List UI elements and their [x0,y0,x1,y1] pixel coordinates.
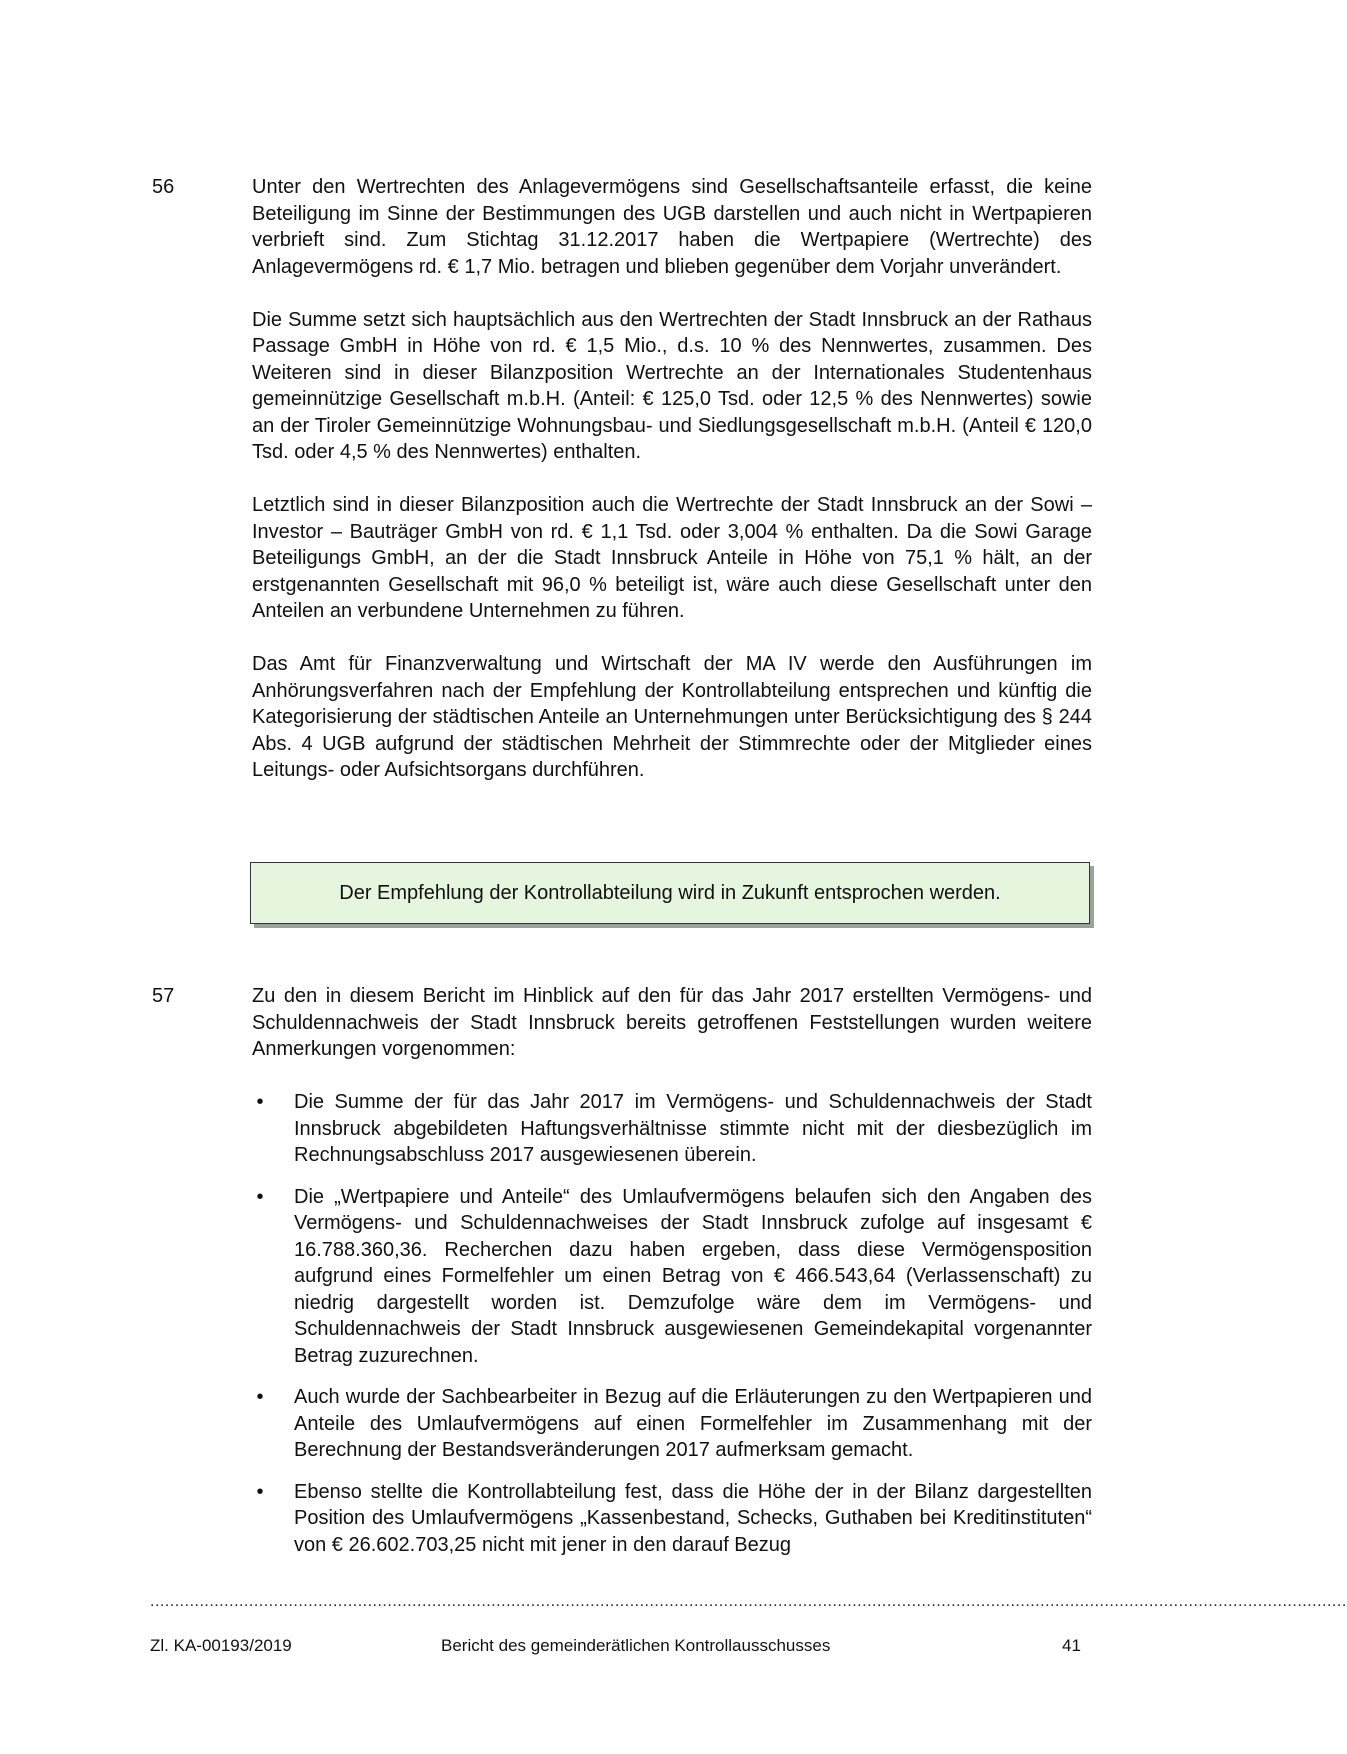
bullet-list [252,1089,1092,1558]
section-number-56: 56 [152,176,175,198]
list-item-text: Ebenso stellte die Kontrollabteilung fest, dass die Höhe der in der Bilanz dargestellten Position des Umlaufvermögens „Kassenbestand, Schecks, Guthaben bei Kreditinstituten“ von € 26.602.703,25 nicht mit jener in den darauf Bezug [294,1480,1092,1556]
footer-title: Bericht des gemeinderätlichen Kontrollausschusses [441,1636,831,1655]
bullet-icon: • [256,1091,264,1113]
paragraph: Unter den Wertrechten des Anlagevermögens sind Gesellschaftsanteile erfasst, die keine Beteiligung im Sinne der Bestimmungen des UGB darstellen und auch nicht in Wertpapieren verbrieft sind. Zum Stichtag 31.12.2017 haben die Wertpapiere (Wertrechte) des Anlagevermögens rd. € 1,7 Mio. betragen und blieben gegenüber dem Vorjahr unverändert. [252,176,1092,278]
list-item [252,1479,1092,1559]
footer-reference: Zl. KA-00193/2019 [150,1636,292,1655]
list-item-text: Auch wurde der Sachbearbeiter in Bezug auf die Erläuterungen zu den Wertpapieren und Anteile des Umlaufvermögens auf einen Formelfehler im Zusammenhang mit der Berechnung der Bestandsveränderungen 2017 aufmerksam gemacht. [294,1386,1092,1461]
section-57-intro [252,983,1092,1063]
bullet-icon: • [256,1480,264,1503]
list-item [252,1384,1092,1464]
list-item-text: Die „Wertpapiere und Anteile“ des Umlaufvermögens belaufen sich den Angaben des Vermögens- und Schuldennachweises der Stadt Innsbruck zufolge auf insgesamt € 16.788.360,36. Recherchen dazu haben ergeben, dass diese Vermögensposition aufgrund eines Formelfehler um einen Betrag von € 466.543,64 (Verlassenschaft) zu niedrig dargestellt worden ist. Demzufolge wäre dem im Vermögens- und Schuldennachweis der Stadt Innsbruck ausgewiesenen Gemeindekapital vorgenannter Betrag zuzurechnen. [294,1185,1092,1367]
list-item-text: Die Summe der für das Jahr 2017 im Vermögens- und Schuldennachweis der Stadt Innsbruck abgebildeten Haftungsverhältnisse stimmte nicht mit der diesbezüglich im Rechnungsabschluss 2017 ausgewiesenen überein. [294,1091,1092,1166]
section-number-57: 57 [152,985,175,1007]
paragraph: Die Summe setzt sich hauptsächlich aus den Wertrechten der Stadt Innsbruck an der Rathaus Passage GmbH in Höhe von rd. € 1,5 Mio., d.s. 10 % des Nennwertes, zusammen. Des Weiteren sind in dieser Bilanzposition Wertrechte an der Internationales Studentenhaus gemeinnützige Gesellschaft m.b.H. (Anteil: € 125,0 Tsd. oder 12,5 % des Nennwertes) sowie an der Tiroler Gemeinnützige Wohnungsbau- und Siedlungsgesellschaft m.b.H. (Anteil € 120,0 Tsd. oder 4,5 % des Nennwertes) enthalten. [252,308,1092,463]
page-number: 41 [1062,1636,1081,1655]
response-text: Der Empfehlung der Kontrollabteilung wird in Zukunft entsprochen werden. [339,881,1001,904]
bullet-icon: • [256,1185,264,1208]
section-56-body [252,174,1092,784]
list-item [252,1089,1092,1169]
paragraph: Zu den in diesem Bericht im Hinblick auf den für das Jahr 2017 erstellten Vermögens- und Schuldennachweis der Stadt Innsbruck bereits getroffenen Feststellungen wurden weitere Anmerkungen vorgenommen: [252,985,1092,1060]
list-item [252,1184,1092,1370]
response-box [250,862,1090,924]
footer-divider: .................................................................................................................................................................................................................................................. [150,1593,1347,1610]
paragraph: Letztlich sind in dieser Bilanzposition auch die Wertrechte der Stadt Innsbruck an der Sowi – Investor – Bauträger GmbH von rd. € 1,1 Tsd. oder 3,004 % enthalten. Da die Sowi Garage Beteiligungs GmbH, an der die Stadt Innsbruck Anteile in Höhe von 75,1 % hält, an der erstgenannten Gesellschaft mit 96,0 % beteiligt ist, wäre auch diese Gesellschaft unter den Anteilen an verbundene Unternehmen zu führen. [252,494,1092,622]
paragraph: Das Amt für Finanzverwaltung und Wirtschaft der MA IV werde den Ausführungen im Anhörungsverfahren nach der Empfehlung der Kontrollabteilung entsprechen und künftig die Kategorisierung der städtischen Anteile an Unternehmungen unter Berücksichtigung des § 244 Abs. 4 UGB aufgrund der städtischen Mehrheit der Stimmrechte oder der Mitglieder eines Leitungs- oder Aufsichtsorgans durchführen. [252,653,1092,781]
bullet-icon: • [256,1386,264,1408]
